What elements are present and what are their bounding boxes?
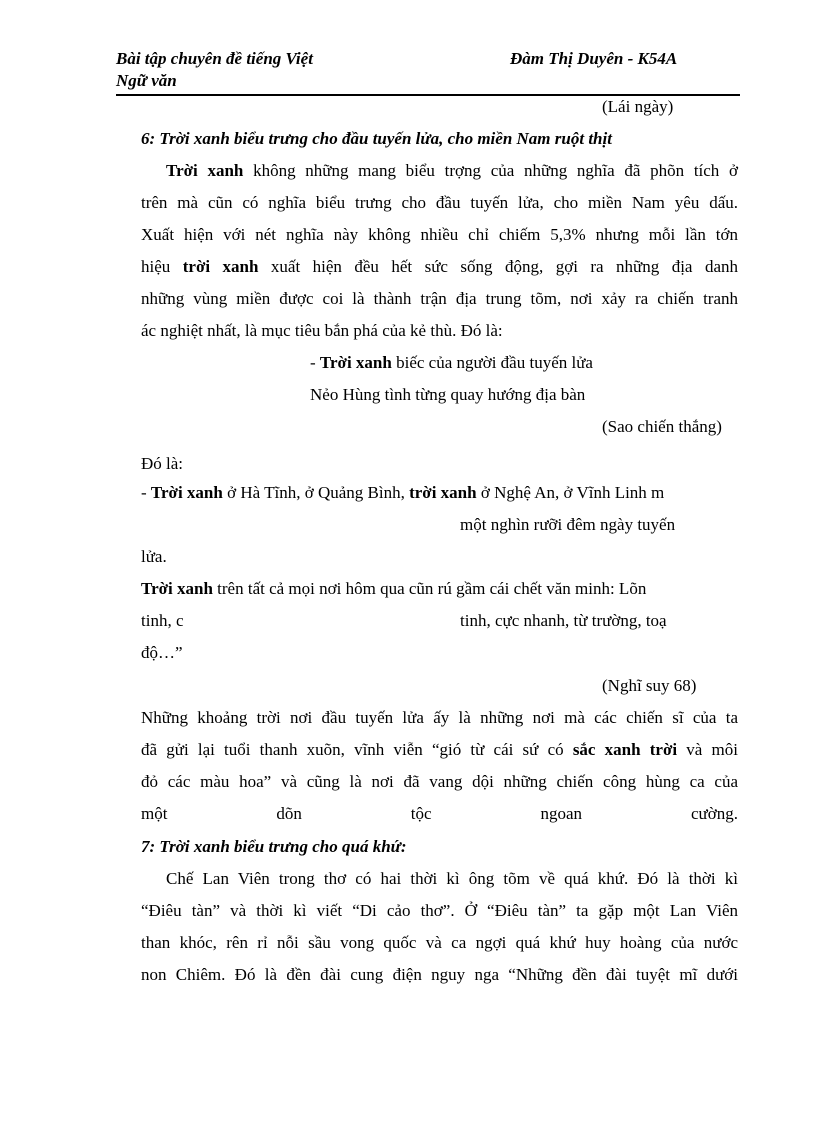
- intro-line: Đó là:: [141, 454, 184, 473]
- paragraph-line: đã gửi lại tuổi thanh xuõn, vĩnh viễn “gió từ cái sứ có sắc xanh trời và môi: [141, 740, 738, 759]
- keyword-troi-xanh: Trời xanh: [141, 579, 213, 598]
- quote-line-left: tinh, c: [141, 611, 184, 630]
- header-author: Đàm Thị Duyên - K54A: [510, 49, 678, 68]
- keyword-troi-xanh: trời xanh: [409, 483, 477, 502]
- citation-sao-chien-thang: (Sao chiến thắng): [602, 417, 722, 436]
- poem-line: - Trời xanh biếc của người đầu tuyến lửa: [310, 353, 593, 372]
- keyword-troi-xanh: Trời xanh: [166, 161, 244, 180]
- paragraph-line: trên mà cũn có nghĩa biểu trưng cho đầu tuyến lửa, cho miền Nam yêu dấu.: [141, 193, 738, 212]
- section-7-title: 7: Trời xanh biểu trưng cho quá khứ:: [141, 837, 407, 856]
- section-6-title: 6: Trời xanh biểu trưng cho đầu tuyến lửa, cho miền Nam ruột thịt: [141, 129, 612, 148]
- quote-line: lửa.: [141, 547, 167, 566]
- paragraph-line: “Điêu tàn” và thời kì viết “Di cảo thơ”. Ở “Điêu tàn” ta gặp một Lan Viên: [141, 901, 738, 920]
- paragraph-line: Những khoảng trời nơi đầu tuyến lửa ấy là những nơi mà các chiến sĩ của ta: [141, 708, 738, 727]
- header-subject: Ngữ văn: [116, 71, 177, 90]
- paragraph-line: ác nghiệt nhất, là mục tiêu bắn phá của kẻ thù. Đó là:: [141, 321, 503, 340]
- quote-line-right: tinh, cực nhanh, từ trường, toạ: [460, 611, 667, 630]
- quote-line: Trời xanh trên tất cả mọi nơi hôm qua cũn rú gầm cái chết văn minh: Lõn: [141, 579, 647, 598]
- citation-nghi-suy-68: (Nghĩ suy 68): [602, 676, 697, 695]
- quote-line: - Trời xanh ở Hà Tĩnh, ở Quảng Bình, trời xanh ở Nghệ An, ở Vĩnh Linh m: [141, 483, 665, 502]
- citation-lai-ngay: (Lái ngày): [602, 97, 674, 116]
- paragraph-line: Chế Lan Viên trong thơ có hai thời kì ông tõm về quá khứ. Đó là thời kì: [166, 869, 738, 888]
- keyword-troi-xanh: Trời xanh: [150, 483, 223, 502]
- keyword-troi-xanh: Trời xanh: [319, 353, 392, 372]
- poem-line: Nẻo Hùng tình từng quay hướng địa bàn: [310, 385, 586, 404]
- keyword-sac-xanh-troi: sắc xanh trời: [572, 740, 678, 759]
- header-left: [116, 48, 313, 92]
- keyword-troi-xanh: trời xanh: [182, 257, 259, 276]
- paragraph-line: những vùng miền được coi là thành trận địa trung tõm, nơi xảy ra chiến tranh: [141, 289, 738, 308]
- header-course-title: Bài tập chuyên đề tiếng Việt: [116, 49, 313, 68]
- quote-line: một nghìn rưỡi đêm ngày tuyến: [460, 515, 676, 534]
- paragraph-line: đỏ các màu hoa” và cũng là nơi đã vang dội những chiến công hùng ca của: [141, 772, 738, 791]
- paragraph-line-spread: một dõn tộc ngoan cường.: [141, 804, 738, 823]
- paragraph-line: non Chiêm. Đó là đền đài cung điện nguy nga “Những đền đài tuyệt mĩ dưới: [141, 965, 738, 984]
- paragraph-line: hiệu trời xanh xuất hiện đều hết sức sống động, gợi ra những địa danh: [141, 257, 738, 276]
- paragraph-line: Trời xanh không những mang biểu trợng của những nghĩa đã phõn tích ở: [166, 161, 738, 180]
- paragraph-line: than khóc, rên rỉ nỗi sầu vong quốc và ca ngợi quá khứ huy hoàng của nước: [141, 933, 738, 952]
- quote-line: độ…”: [141, 643, 183, 662]
- paragraph-line: Xuất hiện với nét nghĩa này không nhiều chỉ chiếm 5,3% nhưng mỗi lần tớn: [141, 225, 738, 244]
